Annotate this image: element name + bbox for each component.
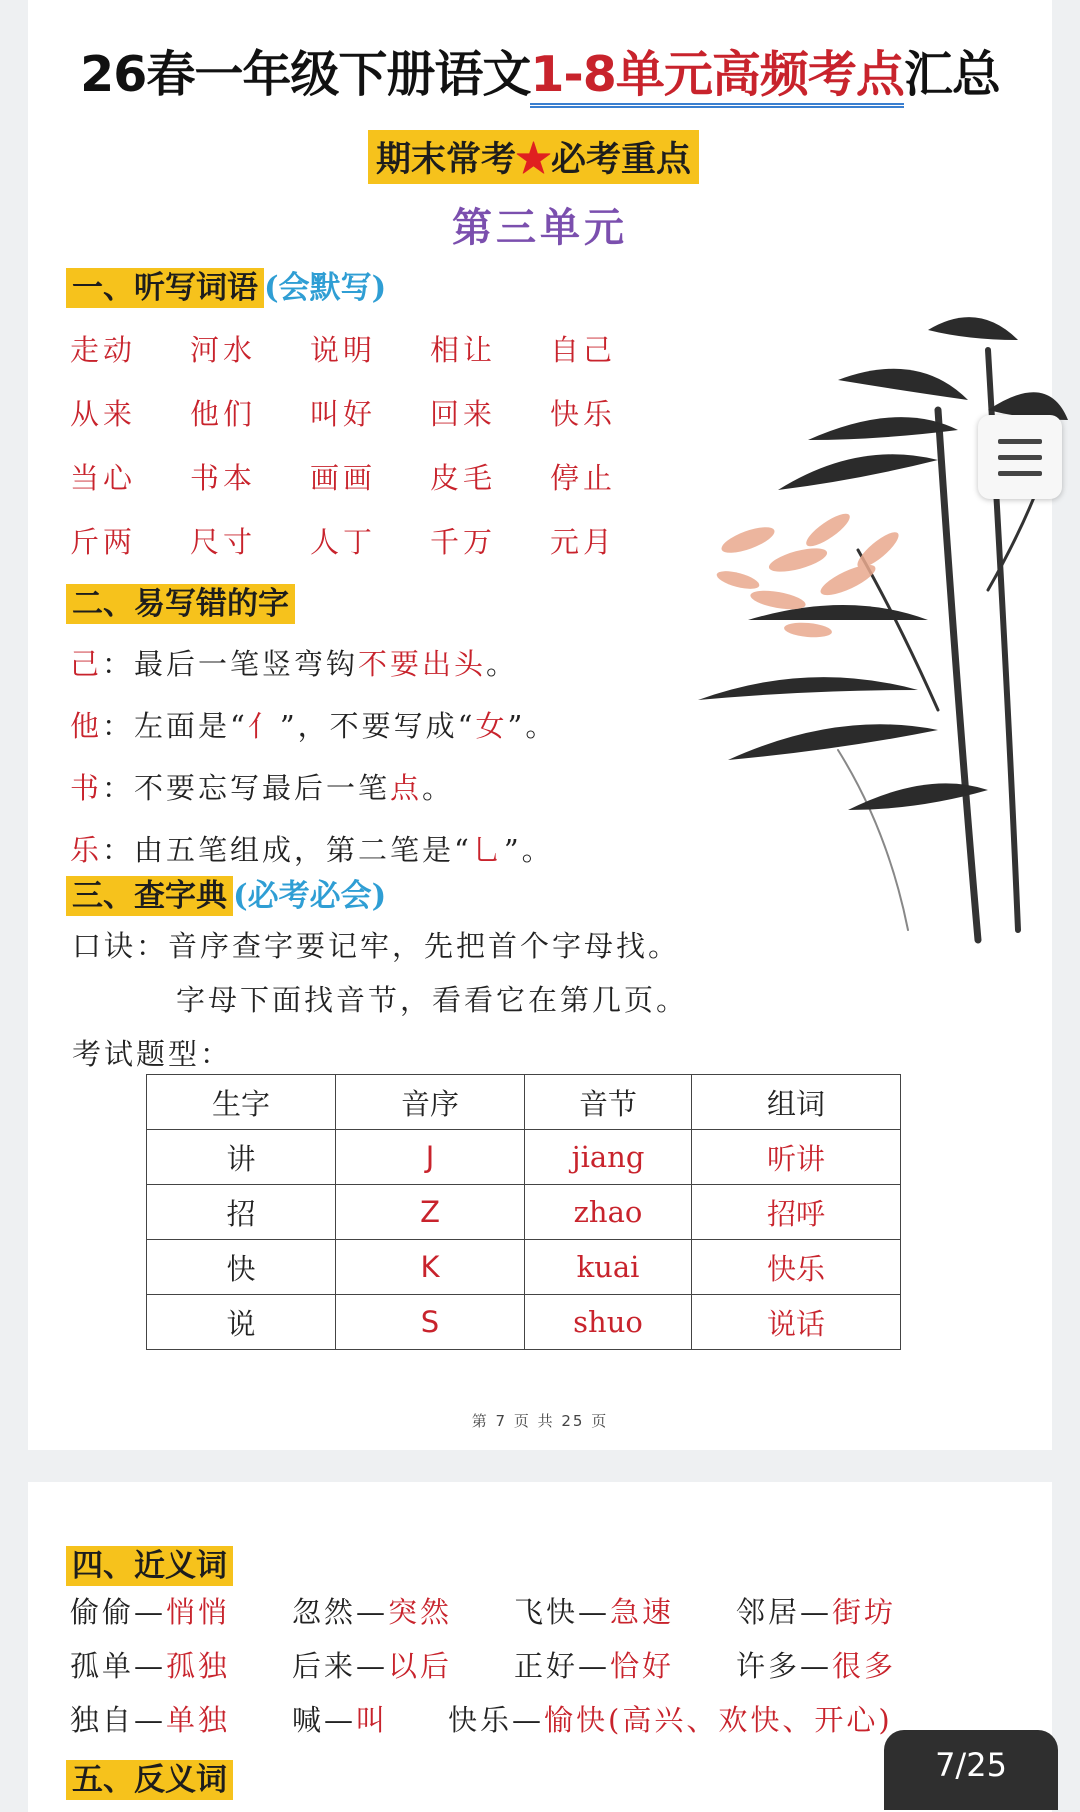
mistake-emphasis: 女 bbox=[475, 709, 508, 743]
mistake-text: ”。 bbox=[503, 833, 554, 867]
section-2-title: 二、易写错的字 bbox=[66, 584, 295, 624]
synonym-word: 偷偷— bbox=[70, 1595, 167, 1629]
synonym-pair bbox=[292, 1644, 452, 1685]
table-cell: J bbox=[336, 1130, 525, 1185]
table-row bbox=[147, 1240, 901, 1295]
vocab-item: 画画 bbox=[310, 461, 377, 495]
synonym-answer: 叫 bbox=[356, 1703, 389, 1737]
vocab-item: 说明 bbox=[310, 333, 377, 367]
synonym-pair bbox=[70, 1644, 230, 1685]
exam-type-label: 考试题型： bbox=[72, 1037, 233, 1071]
synonym-answer: 单独 bbox=[166, 1703, 231, 1737]
synonym-answer: 孤独 bbox=[166, 1649, 231, 1683]
star-icon: ★ bbox=[516, 139, 552, 180]
dictionary-table bbox=[146, 1074, 901, 1350]
hamburger-menu-icon[interactable] bbox=[978, 415, 1062, 499]
vocab-item: 停止 bbox=[550, 461, 617, 495]
vocab-item: 快乐 bbox=[550, 397, 617, 431]
synonym-answer: 以后 bbox=[388, 1649, 453, 1683]
mistake-text: ：由五笔组成，第二笔是“ bbox=[102, 833, 472, 867]
mistake-char: 他 bbox=[70, 709, 103, 743]
mistake-emphasis: 点 bbox=[390, 771, 423, 805]
mistake-line-3 bbox=[70, 766, 454, 807]
page-number: 第 7 页 共 25 页 bbox=[471, 1412, 609, 1430]
mistake-line-4 bbox=[70, 828, 554, 869]
exam-badge bbox=[368, 130, 699, 184]
synonym-answer: 突然 bbox=[388, 1595, 453, 1629]
vocab-item: 自己 bbox=[550, 333, 617, 367]
synonym-word: 孤单— bbox=[70, 1649, 167, 1683]
vocab-item: 从来 bbox=[70, 397, 137, 431]
mistake-emphasis: 乚 bbox=[471, 833, 504, 867]
title-highlight: 1-8单元高频考点 bbox=[530, 46, 904, 108]
synonym-word: 许多— bbox=[736, 1649, 833, 1683]
section-5-heading bbox=[66, 1754, 233, 1799]
mistake-text: ”，不要写成“ bbox=[279, 709, 476, 743]
mistake-text: 。 bbox=[486, 647, 519, 681]
table-cell: 快 bbox=[147, 1240, 336, 1295]
table-row bbox=[147, 1130, 901, 1185]
document-page-7 bbox=[28, 0, 1052, 1450]
mistake-text: 。 bbox=[422, 771, 455, 805]
mistake-line-1 bbox=[70, 642, 518, 683]
synonym-word: 忽然— bbox=[292, 1595, 389, 1629]
title-prefix: 26春一年级下册语文 bbox=[80, 46, 531, 103]
vocab-item: 书本 bbox=[190, 461, 257, 495]
table-cell: 招 bbox=[147, 1185, 336, 1240]
table-cell: 快乐 bbox=[692, 1240, 901, 1295]
table-cell: S bbox=[336, 1295, 525, 1350]
synonym-word: 飞快— bbox=[514, 1595, 611, 1629]
vocab-item: 尺寸 bbox=[190, 525, 257, 559]
table-row bbox=[147, 1185, 901, 1240]
vocab-item: 他们 bbox=[190, 397, 257, 431]
title-suffix: 汇总 bbox=[903, 46, 1000, 103]
badge-text-1: 期末常考 bbox=[376, 139, 517, 180]
section-3-note: (必考必会) bbox=[233, 878, 387, 914]
synonym-pair bbox=[292, 1590, 452, 1631]
mistake-text: ：左面是“ bbox=[102, 709, 248, 743]
mistake-text: ：不要忘写最后一笔 bbox=[102, 771, 391, 805]
mistake-line-2 bbox=[70, 704, 557, 745]
dictionary-rhyme-line-2: 字母下面找音节，看看它在第几页。 bbox=[176, 983, 689, 1017]
synonym-word: 快乐— bbox=[448, 1703, 545, 1737]
synonym-pair bbox=[514, 1644, 674, 1685]
unit-heading: 第三单元 bbox=[452, 204, 628, 251]
column-header: 组词 bbox=[692, 1075, 901, 1130]
synonym-word: 独自— bbox=[70, 1703, 167, 1737]
vocab-item: 叫好 bbox=[310, 397, 377, 431]
table-cell: shuo bbox=[525, 1295, 692, 1350]
synonym-answer: 急速 bbox=[610, 1595, 675, 1629]
synonym-answer: 街坊 bbox=[832, 1595, 897, 1629]
page-indicator: 7/25 bbox=[884, 1730, 1058, 1810]
badge-text-2: 必考重点 bbox=[551, 139, 692, 180]
synonym-answer: 很多 bbox=[832, 1649, 897, 1683]
vocab-item: 人丁 bbox=[310, 525, 377, 559]
vocab-item: 当心 bbox=[70, 461, 137, 495]
table-cell: Z bbox=[336, 1185, 525, 1240]
synonym-pair bbox=[70, 1590, 230, 1631]
synonym-word: 邻居— bbox=[736, 1595, 833, 1629]
section-2-heading bbox=[66, 578, 295, 623]
table-cell: 听讲 bbox=[692, 1130, 901, 1185]
table-header-row bbox=[147, 1075, 901, 1130]
synonym-answer: 恰好 bbox=[610, 1649, 675, 1683]
section-4-heading bbox=[66, 1540, 233, 1585]
mistake-text: ”。 bbox=[507, 709, 558, 743]
page-title bbox=[28, 36, 1052, 106]
synonym-pair bbox=[514, 1590, 674, 1631]
synonym-pair bbox=[736, 1644, 896, 1685]
synonym-word: 后来— bbox=[292, 1649, 389, 1683]
section-3-title: 三、查字典 bbox=[66, 876, 233, 916]
table-cell: 说话 bbox=[692, 1295, 901, 1350]
dictionary-rhyme-line-1: 口诀：音序查字要记牢，先把首个字母找。 bbox=[72, 929, 681, 963]
synonym-pair bbox=[292, 1698, 388, 1739]
table-cell: zhao bbox=[525, 1185, 692, 1240]
column-header: 音序 bbox=[336, 1075, 525, 1130]
section-3-heading bbox=[66, 870, 386, 915]
section-5-title: 五、反义词 bbox=[66, 1760, 233, 1800]
section-1-note: (会默写) bbox=[264, 270, 387, 306]
vocab-item: 走动 bbox=[70, 333, 137, 367]
mistake-text: ：最后一笔竖弯钩 bbox=[102, 647, 359, 681]
table-cell: 讲 bbox=[147, 1130, 336, 1185]
mistake-emphasis: 不要出头 bbox=[358, 647, 487, 681]
section-1-heading bbox=[66, 262, 386, 307]
table-cell: K bbox=[336, 1240, 525, 1295]
vocab-item: 河水 bbox=[190, 333, 257, 367]
mistake-emphasis: 亻 bbox=[247, 709, 280, 743]
column-header: 音节 bbox=[525, 1075, 692, 1130]
column-header: 生字 bbox=[147, 1075, 336, 1130]
section-1-title: 一、听写词语 bbox=[66, 268, 264, 308]
mistake-char: 乐 bbox=[70, 833, 103, 867]
synonym-answer: 悄悄 bbox=[166, 1595, 231, 1629]
synonym-word: 喊— bbox=[292, 1703, 357, 1737]
synonym-answer: 愉快(高兴、欢快、开心) bbox=[544, 1703, 893, 1737]
vocab-item: 元月 bbox=[550, 525, 617, 559]
vocab-item: 斤两 bbox=[70, 525, 137, 559]
vocab-item: 回来 bbox=[430, 397, 497, 431]
table-row bbox=[147, 1295, 901, 1350]
section-4-title: 四、近义词 bbox=[66, 1546, 233, 1586]
bamboo-painting-image bbox=[688, 290, 1068, 950]
table-cell: 说 bbox=[147, 1295, 336, 1350]
mistake-char: 书 bbox=[70, 771, 103, 805]
synonym-pair bbox=[736, 1590, 896, 1631]
table-cell: 招呼 bbox=[692, 1185, 901, 1240]
synonym-pair bbox=[70, 1698, 230, 1739]
table-cell: jiang bbox=[525, 1130, 692, 1185]
mistake-char: 己 bbox=[70, 647, 103, 681]
table-cell: kuai bbox=[525, 1240, 692, 1295]
synonym-pair bbox=[448, 1698, 893, 1739]
synonym-word: 正好— bbox=[514, 1649, 611, 1683]
vocab-item: 相让 bbox=[430, 333, 497, 367]
vocab-item: 千万 bbox=[430, 525, 497, 559]
vocab-item: 皮毛 bbox=[430, 461, 497, 495]
